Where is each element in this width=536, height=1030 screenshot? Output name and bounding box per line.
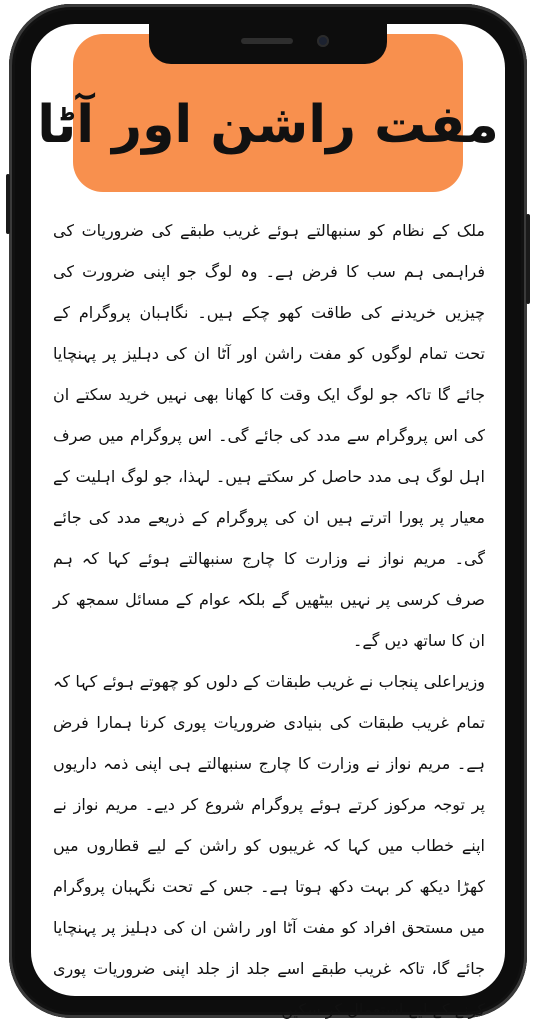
phone-notch xyxy=(149,24,387,64)
article-paragraph: وزیراعلی پنجاب نے غریب طبقات کے دلوں کو چھوتے ہوئے کہا کہ تمام غریب طبقات کی بنیادی ضروریات پوری کرنا ہمارا فرض ہے۔ مریم نواز نے وزارت کا چارج سنبھالتے ہی اپنی ذمہ داریوں پر توجہ مرکوز کرتے ہوئے پروگرام شروع کر دیے۔ مریم نواز نے اپنے خطاب میں کہا کہ غریبوں کو راشن کے لیے قطاروں میں کھڑا دیکھ کر بہت دکھ ہوتا ہے۔ جس کے تحت نگہبان پروگرام میں مستحق افراد کو مفت آٹا اور راشن ان کی دہلیز پر پہنچایا جائے گا، تاکہ غریب طبقے اسے جلد از جلد اپنی ضروریات پوری کرنے کے لیے استعمال کر سکیں۔ xyxy=(53,672,485,1019)
article-body xyxy=(53,210,485,1030)
power-button xyxy=(526,214,530,304)
speaker-grille xyxy=(241,38,293,44)
phone-screen xyxy=(31,24,505,1019)
article-paragraph: ملک کے نظام کو سنبھالتے ہوئے غریب طبقے کی ضروریات کی فراہمی ہم سب کا فرض ہے۔ وہ لوگ جو اپنی ضرورت کی چیزیں خریدنے کی طاقت کھو چکے ہیں۔ نگاہبان پروگرام کے تحت تمام لوگوں کو مفت راشن اور آٹا ان کی دہلیز پر پہنچایا جائے گا تاکہ جو لوگ ایک وقت کا کھانا بھی نہیں خرید سکتے ان کی اس پروگرام سے مدد کی جائے گی۔ اس پروگرام میں صرف اہل لوگ ہی مدد حاصل کر سکتے ہیں۔ لہذا، جو لوگ اہلیت کے معیار پر پورا اترتے ہیں ان کی پروگرام کے ذریعے مدد کی جائے گی۔ مریم نواز نے وزارت کا چارج سنبھالتے ہوئے کہا کہ ہم صرف کرسی پر نہیں بیٹھیں گے بلکہ عوام کے مسائل سمجھ کر ان کا ساتھ دیں گے۔ xyxy=(53,221,485,650)
page-title: مفت راشن اور آٹا xyxy=(37,95,499,155)
front-camera-icon xyxy=(317,35,329,47)
volume-button xyxy=(6,174,10,234)
phone-frame xyxy=(9,4,527,1018)
